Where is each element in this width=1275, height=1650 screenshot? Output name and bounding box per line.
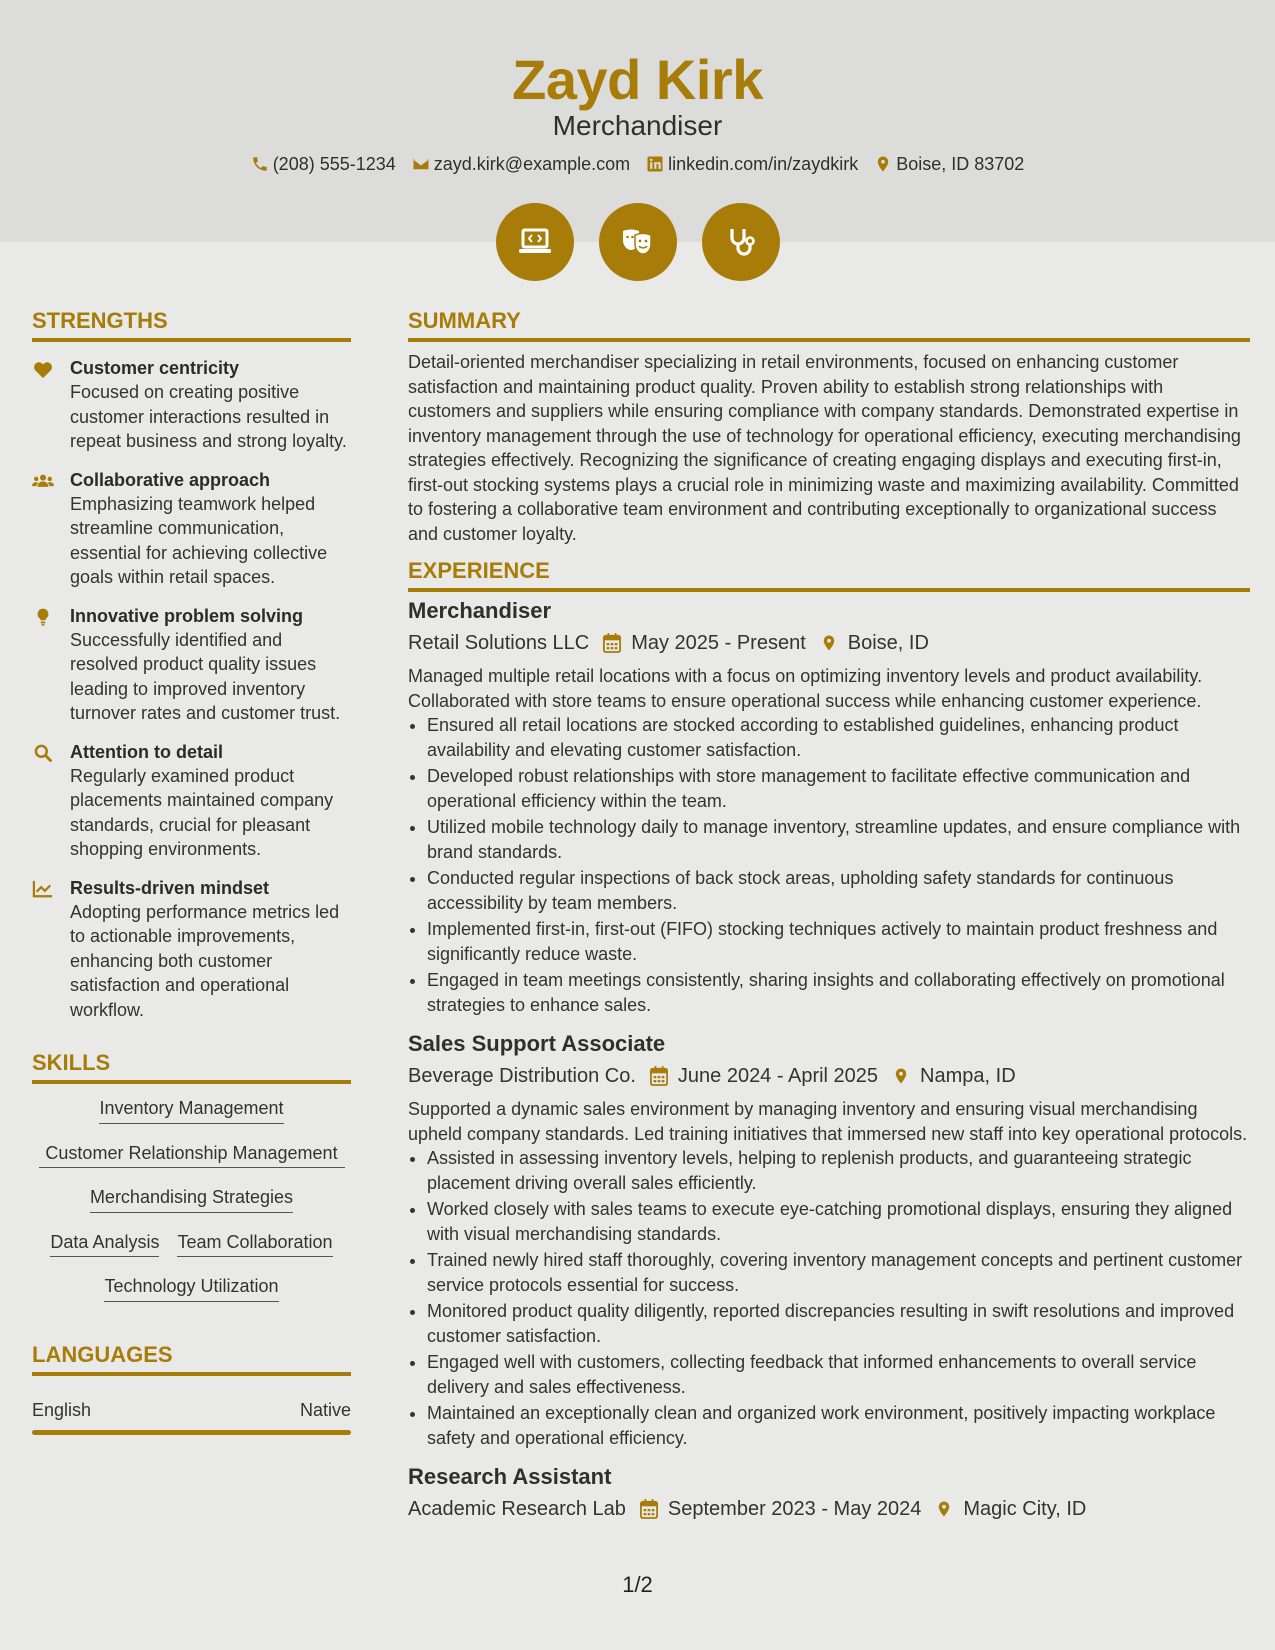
job-bullet: • Utilized mobile technology daily to manage inventory, streamline updates, and ensure compliance with brand standards.: [427, 815, 1250, 864]
interest-icons: [0, 203, 1275, 281]
lightbulb-icon: [32, 607, 54, 627]
strength-item: [32, 740, 351, 862]
skills-list: [32, 1096, 351, 1302]
skill-tag: Data Analysis: [50, 1230, 159, 1258]
chart-line-icon: [32, 879, 54, 899]
search-icon: [32, 743, 54, 763]
job-bullet: • Worked closely with sales teams to execute eye-catching promotional displays, ensuring they aligned with visual merchandising standards.: [427, 1197, 1250, 1246]
job-role: Merchandiser: [408, 598, 552, 623]
job-bullet: • Assisted in assessing inventory levels, helping to replenish products, and guaranteeing strategic placement driving overall sales efficiently.: [427, 1146, 1250, 1195]
contact-email[interactable]: [412, 152, 630, 176]
job-location: Magic City, ID: [963, 1498, 1087, 1520]
skill-tag: Inventory Management: [99, 1096, 283, 1124]
job-bullet: • Conducted regular inspections of back stock areas, upholding safety standards for continuous accessibility by team members.: [427, 866, 1250, 915]
job-bullet: • Developed robust relationships with store management to facilitate effective communication and operational efficiency within the team.: [427, 764, 1250, 813]
language-level: Native: [299, 1399, 351, 1420]
theater-masks-icon: [599, 203, 677, 281]
page-number: 1/2: [622, 1572, 653, 1597]
strength-item: [32, 468, 351, 590]
right-column: [408, 306, 1250, 1524]
strength-item: [32, 604, 351, 726]
stethoscope-icon: [702, 203, 780, 281]
strength-title: Results-driven mindset: [70, 877, 270, 898]
linkedin-icon: [646, 155, 664, 173]
map-pin-icon: [892, 1066, 910, 1086]
contact-phone[interactable]: [251, 152, 396, 176]
skill-tag: Team Collaboration: [177, 1230, 332, 1258]
job-bullet: • Monitored product quality diligently, reported discrepancies resulting in swift resolutions and improved customer satisfaction.: [427, 1299, 1250, 1348]
job-entry: [408, 1462, 1250, 1524]
job-bullet: • Implemented first-in, first-out (FIFO) stocking techniques actively to maintain product freshness and significantly reduce waste.: [427, 917, 1250, 966]
job-location: Boise, ID: [847, 632, 929, 654]
skills-heading: SKILLS: [32, 1048, 351, 1084]
strength-title: Innovative problem solving: [70, 605, 304, 626]
job-meta: [408, 1494, 1250, 1524]
job-desc: Managed multiple retail locations with a focus on optimizing inventory levels and product availability. Collaborated with store teams to ensure operational success while enhancing customer experience.: [408, 666, 1203, 711]
contact-row: [0, 152, 1275, 176]
languages-heading: LANGUAGES: [32, 1340, 351, 1376]
job-location: Nampa, ID: [920, 1065, 1016, 1087]
language-name: English: [32, 1399, 92, 1420]
job-meta: [408, 628, 1250, 658]
job-company: Academic Research Lab: [408, 1498, 626, 1520]
envelope-icon: [412, 155, 430, 173]
candidate-title: Merchandiser: [552, 110, 723, 141]
phone-text: (208) 555-1234: [272, 154, 396, 174]
job-bullet: • Maintained an exceptionally clean and organized work environment, positively impacting workplace safety and operational efficiency.: [427, 1401, 1250, 1450]
map-pin-icon: [874, 155, 892, 173]
strength-desc: Adopting performance metrics led to actionable improvements, enhancing both customer satisfaction and operational workflow.: [70, 901, 340, 1020]
strength-desc: Regularly examined product placements maintained company standards, crucial for pleasant shopping environments.: [70, 765, 334, 859]
strengths-heading: STRENGTHS: [32, 306, 351, 342]
linkedin-text: linkedin.com/in/zaydkirk: [668, 154, 859, 174]
job-dates: September 2023 - May 2024: [667, 1498, 922, 1520]
job-company: Retail Solutions LLC: [408, 632, 590, 654]
language-proficiency-bar: [32, 1430, 351, 1435]
phone-icon: [251, 155, 269, 173]
job-desc: Supported a dynamic sales environment by managing inventory and ensuring visual merchandising upheld company standards. Led training initiatives that immersed new staff into key operational protocols.: [408, 1099, 1248, 1144]
summary-text: Detail-oriented merchandiser specializing in retail environments, focused on enhancing customer satisfaction and maintaining product quality. Proven ability to establish strong relationships with customers and suppliers while ensuring compliance with company standards. Demonstrated expertise in inventory management through the use of technology for operational efficiency, executing merchandising strategies effectively. Recognizing the significance of creating engaging displays and executing first-in, first-out stocking systems plays a crucial role in minimizing waste and maximizing availability. Committed to fostering a collaborative team environment and contributing exceptionally to organizational success and customer loyalty.: [408, 352, 1241, 544]
job-dates: June 2024 - April 2025: [677, 1065, 879, 1087]
strength-title: Attention to detail: [70, 741, 223, 762]
contact-location: [874, 152, 1024, 176]
calendar-icon: [650, 1066, 668, 1086]
users-icon: [32, 471, 54, 491]
job-entry: [408, 1029, 1250, 1450]
job-bullet: • Engaged well with customers, collecting feedback that informed enhancements to overall service delivery and sales effectiveness.: [427, 1350, 1250, 1399]
location-text: Boise, ID 83702: [896, 154, 1025, 174]
strength-title: Customer centricity: [70, 358, 240, 378]
candidate-name: Zayd Kirk: [512, 48, 763, 111]
skill-tag: Merchandising Strategies: [90, 1185, 293, 1213]
job-entry: [408, 596, 1250, 1017]
job-bullets: [408, 1146, 1250, 1450]
strength-desc: Successfully identified and resolved product quality issues leading to improved inventory turnover rates and customer trust.: [70, 629, 341, 723]
email-text: zayd.kirk@example.com: [433, 154, 631, 174]
skill-tag: Customer Relationship Management: [39, 1141, 345, 1169]
job-company: Beverage Distribution Co.: [408, 1065, 636, 1087]
heart-icon: [32, 359, 54, 379]
map-pin-icon: [935, 1499, 953, 1519]
job-bullet: • Ensured all retail locations are stocked according to established guidelines, enhancing product availability and elevating customer satisfaction.: [427, 713, 1250, 762]
job-dates: May 2025 - Present: [631, 632, 806, 654]
strength-item: [32, 876, 351, 1023]
left-column: [32, 306, 351, 1435]
job-meta: [408, 1061, 1250, 1091]
job-bullets: [408, 713, 1250, 1017]
laptop-code-icon: [496, 203, 574, 281]
experience-heading: EXPERIENCE: [408, 556, 1250, 592]
summary-heading: SUMMARY: [408, 306, 1250, 342]
job-role: Research Assistant: [408, 1464, 612, 1489]
job-bullet: • Engaged in team meetings consistently, sharing insights and collaborating effectively on promotional strategies to enhance sales.: [427, 968, 1250, 1017]
language-row: [32, 1398, 351, 1422]
job-bullet: • Trained newly hired staff thoroughly, covering inventory management concepts and pertinent customer service protocols essential for success.: [427, 1248, 1250, 1297]
strength-item: [32, 356, 351, 454]
calendar-icon: [603, 633, 621, 653]
skill-tag: Technology Utilization: [104, 1274, 278, 1302]
contact-linkedin[interactable]: [646, 152, 858, 176]
strength-title: Collaborative approach: [70, 469, 271, 490]
map-pin-icon: [820, 633, 838, 653]
calendar-icon: [640, 1499, 658, 1519]
strength-desc: Focused on creating positive customer interactions resulted in repeat business and strong loyalty.: [70, 382, 347, 451]
strength-desc: Emphasizing teamwork helped streamline communication, essential for achieving collective goals within retail spaces.: [70, 493, 328, 587]
job-role: Sales Support Associate: [408, 1031, 666, 1056]
